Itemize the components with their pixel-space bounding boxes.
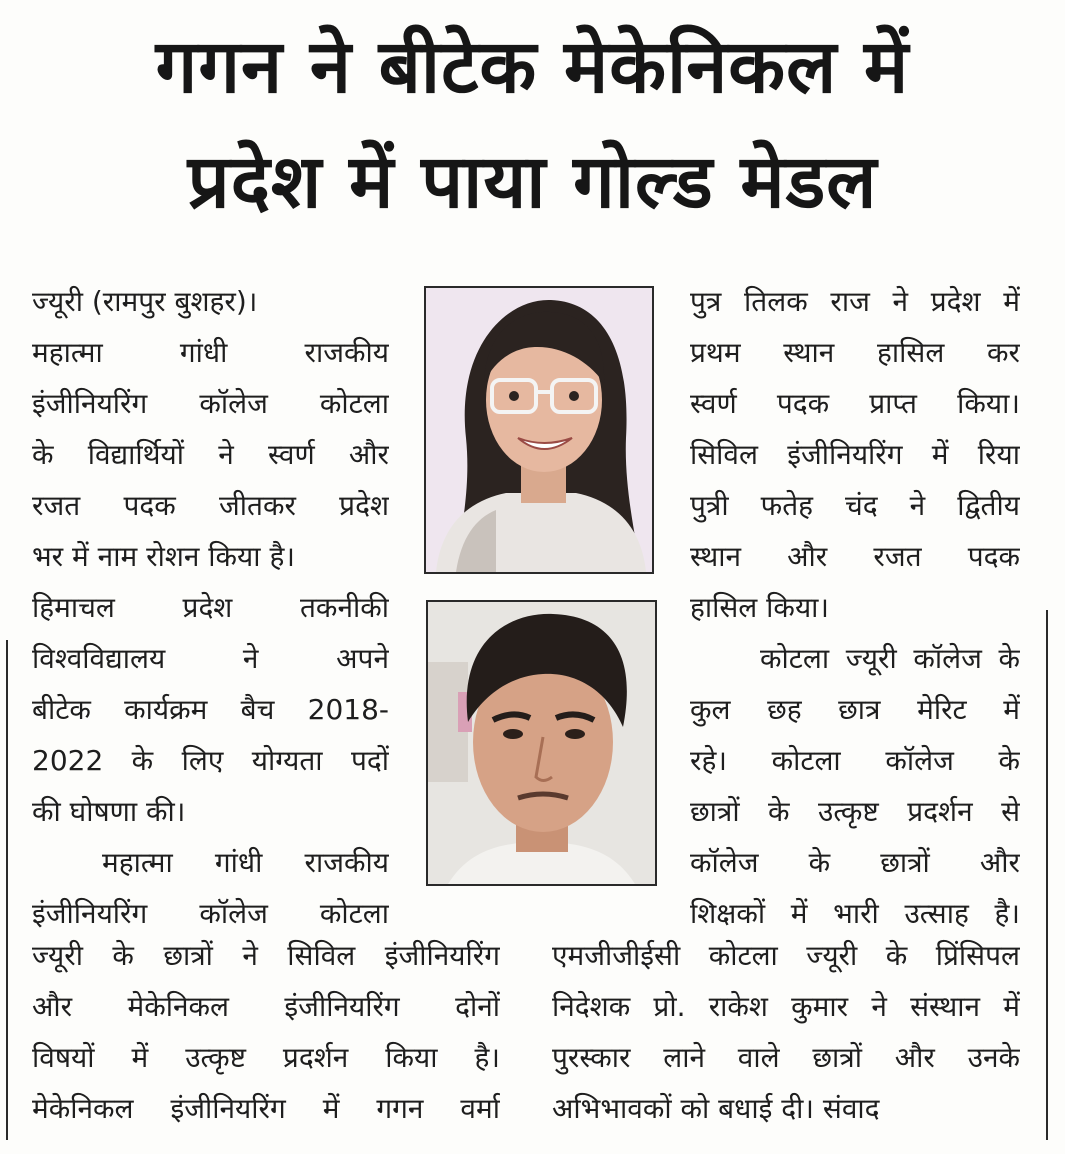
article-line: विश्वविद्यालय ने अपने [32, 642, 389, 675]
article-line: महात्मा गांधी राजकीय [32, 336, 389, 369]
article-line: कुल छह छात्र मेरिट में [690, 693, 1020, 726]
article-column-2 [32, 930, 500, 1134]
article-column-3 [690, 276, 1020, 939]
photo-woman [424, 286, 654, 574]
article-line: हासिल किया। [690, 591, 830, 624]
article-line: रहे। कोटला कॉलेज के [690, 744, 1020, 777]
article-line: छात्रों के उत्कृष्ट प्रदर्शन से [690, 795, 1020, 828]
article-line: सिविल इंजीनियरिंग में रिया [690, 438, 1020, 471]
article-line: पुत्र तिलक राज ने प्रदेश में [690, 285, 1020, 318]
article-line: के विद्यार्थियों ने स्वर्ण और [32, 438, 389, 471]
article-column-1 [32, 276, 389, 939]
article-line: अभिभावकों को बधाई दी। संवाद [552, 1092, 880, 1125]
article-line: मेकेनिकल इंजीनियरिंग में गगन वर्मा [32, 1092, 500, 1125]
article-line: भर में नाम रोशन किया है। [32, 540, 295, 573]
article-line: इंजीनियरिंग कॉलेज कोटला [32, 387, 389, 420]
article-line: कोटला ज्यूरी कॉलेज के [760, 642, 1020, 675]
article-line: ज्यूरी (रामपुर बुशहर)। [32, 285, 258, 318]
article-line: स्वर्ण पदक प्राप्त किया। [690, 387, 1020, 420]
article-line: महात्मा गांधी राजकीय [102, 846, 389, 879]
article-line: शिक्षकों में भारी उत्साह है। [690, 897, 1020, 930]
woman-portrait-image [426, 288, 652, 572]
article-line: बीटेक कार्यक्रम बैच 2018- [32, 693, 389, 726]
left-border-rule [6, 640, 8, 1140]
article-line: ज्यूरी के छात्रों ने सिविल इंजीनियरिंग [32, 939, 500, 972]
article-line: और मेकेनिकल इंजीनियरिंग दोनों [32, 990, 500, 1023]
article-line: रजत पदक जीतकर प्रदेश [32, 489, 389, 522]
photo-man [426, 600, 657, 886]
article-line: हिमाचल प्रदेश तकनीकी [32, 591, 389, 624]
article-line: कॉलेज के छात्रों और [690, 846, 1020, 879]
article-line: स्थान और रजत पदक [690, 540, 1020, 573]
article-line: की घोषणा की। [32, 795, 186, 828]
article-column-4 [552, 930, 1020, 1134]
headline-line-2: प्रदेश में पाया गोल्ड मेडल [187, 139, 878, 225]
article-line: इंजीनियरिंग कॉलेज कोटला [32, 897, 389, 930]
headline-line-1: गगन ने बीटेक मेकेनिकल में [155, 24, 910, 110]
article-line: एमजीजीईसी कोटला ज्यूरी के प्रिंसिपल [552, 939, 1020, 972]
article-line: पुत्री फतेह चंद ने द्वितीय [690, 489, 1020, 522]
man-portrait-image [428, 602, 655, 884]
article-line: प्रथम स्थान हासिल कर [690, 336, 1020, 369]
right-border-rule [1046, 610, 1048, 1140]
article-line: पुरस्कार लाने वाले छात्रों और उनके [552, 1041, 1020, 1074]
article-line: 2022 के लिए योग्यता पदों [32, 744, 389, 777]
article-line: विषयों में उत्कृष्ट प्रदर्शन किया है। [32, 1041, 500, 1074]
article-line: निदेशक प्रो. राकेश कुमार ने संस्थान में [552, 990, 1020, 1023]
